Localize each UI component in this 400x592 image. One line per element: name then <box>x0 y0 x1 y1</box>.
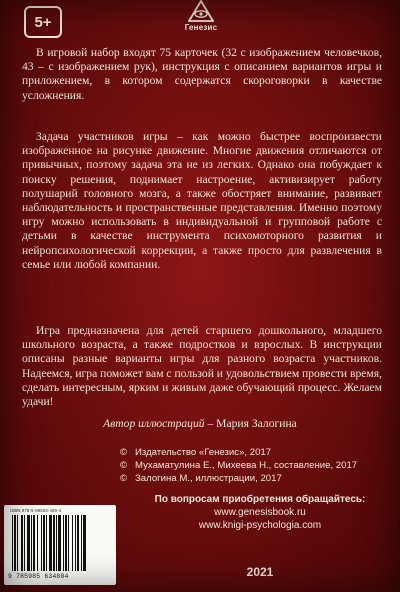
copyright-symbol: © <box>120 460 128 471</box>
barcode-bar <box>27 515 30 571</box>
isbn-text: ISBN 978-5-98563-488-4 <box>10 508 62 513</box>
paragraph-text: Игра предназначена для детей старшего дошкольного, младшего школьного возраста, а также подростков и взрослых. В инструкции описаны разные варианты игры для разного возраста участников. Надеемся, игра поможет вам с пользой и удовольствием провести время, сделать интересным, ярким и живым даже обучающий процесс. Желаем удачи! <box>22 324 382 409</box>
barcode-bars <box>10 515 110 573</box>
paragraph-text: В игровой набор входят 75 карточек (32 с изображением человечков, 43 – с изображением рук), инструкция с описанием вариантов игры и приложением, в котором содержатся скороговорки в качестве усложнения. <box>22 46 382 102</box>
barcode-bar <box>53 515 55 571</box>
barcode-bar <box>46 515 47 571</box>
credit-text: Залогина М., иллюстрации, 2017 <box>135 473 282 484</box>
description-paragraph-2 <box>22 130 382 272</box>
barcode-bar <box>68 515 69 571</box>
barcode-bar <box>83 515 86 571</box>
author-label: Автор иллюстраций <box>103 417 205 430</box>
barcode-bar <box>31 515 32 571</box>
website-link-2[interactable]: www.knigi-psychologia.com <box>198 520 322 531</box>
paragraph-text: Задача участников игры – как можно быстрее воспроизвести изображенное на рисунке движение. Многие движения отличаются от привычных, поэтому задача эта не из легких. Однако она побуждает к поиску решения, поднимает настроение, активизирует работу полушарий головного мозга, а также обостряет внимание, развивает наблюдательность и пространственные представления. Именно поэтому игру можно использовать в индивидуальной и групповой работе с детьми в качестве инструмента психомоторного развития и нейропсихологической коррекции, а также просто для развлечения в семье или любой компании. <box>22 130 382 271</box>
barcode-bar <box>12 515 13 571</box>
barcode-number: 9 785985 634884 <box>8 573 69 580</box>
description-paragraph-1 <box>22 46 382 103</box>
barcode-bar <box>43 515 45 571</box>
website-link-1[interactable]: www.genesisbook.ru <box>214 507 306 518</box>
copyright-symbol: © <box>120 447 128 458</box>
barcode-bar <box>14 515 16 571</box>
age-rating-text: 5+ <box>34 13 52 31</box>
credit-row <box>120 446 400 459</box>
description-paragraph-3 <box>22 324 382 409</box>
author-name: – Мария Залогина <box>207 417 297 430</box>
credit-text: Мухаматулина Е., Михеева Н., составление, 2017 <box>135 460 358 471</box>
barcode-bar <box>24 515 25 571</box>
copyright-symbol: © <box>120 473 128 484</box>
isbn-barcode <box>4 505 116 585</box>
eye-triangle-icon <box>188 0 214 22</box>
barcode-bar <box>21 515 23 571</box>
credit-row <box>120 459 400 472</box>
copyright-credits <box>120 446 400 485</box>
barcode-bar <box>77 515 79 571</box>
barcode-bar <box>33 515 35 571</box>
barcode-bar <box>41 515 42 571</box>
credit-row <box>120 472 400 485</box>
barcode-bar <box>65 515 67 571</box>
age-rating-badge <box>24 6 62 38</box>
publisher-logo-text: Генезис <box>184 23 218 32</box>
publication-year: 2021 <box>246 565 274 579</box>
credit-text: Издательство «Генезис», 2017 <box>135 447 272 458</box>
barcode-bar <box>63 515 64 571</box>
barcode-bar <box>72 515 73 571</box>
barcode-bar <box>75 515 76 571</box>
publisher-logo <box>177 0 225 46</box>
contact-heading: По вопросам приобретения обращайтесь: <box>154 494 366 505</box>
barcode-bar <box>49 515 52 571</box>
illustration-author <box>0 417 400 430</box>
barcode-bar <box>81 515 82 571</box>
barcode-bar <box>56 515 57 571</box>
purchase-contact <box>120 493 400 532</box>
barcode-bar <box>37 515 38 571</box>
barcode-bar <box>17 515 18 571</box>
barcode-bar <box>58 515 61 571</box>
